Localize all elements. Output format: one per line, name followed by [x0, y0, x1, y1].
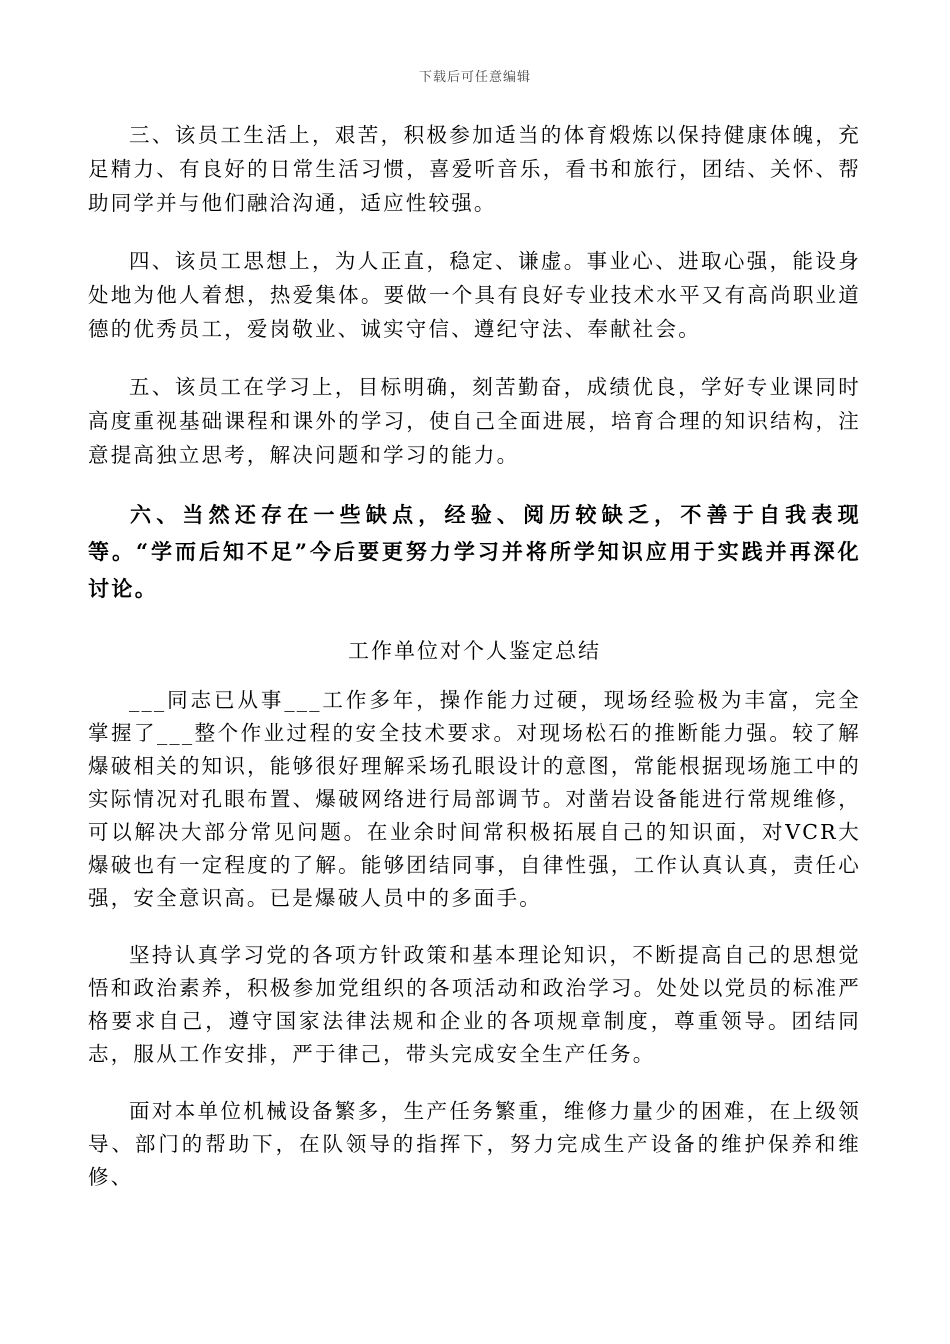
- page-header: 下载后可任意编辑: [418, 70, 531, 85]
- paragraph-work-skills: ___同志已从事___工作多年，操作能力过硬，现场经验极为丰富，完全掌握了___整个作业过程的安全技术要求。对现场松石的推断能力强。较了解爆破相关的知识，能够很好理解采场孔眼设计的意图，常能根据现场施工中的实际情况对孔眼布置、爆破网络进行局部调节。对凿岩设备能进行常规维修，可以解决大部分常见问题。在业余时间常积极拓展自己的知识面，对VCR大爆破也有一定程度的了解。能够团结同事，自律性强，工作认真认真，责任心强，安全意识高。已是爆破人员中的多面手。: [88, 688, 861, 910]
- paragraph-study: 五、该员工在学习上，目标明确，刻苦勤奋，成绩优良，学好专业课同时高度重视基础课程和课外的学习，使自己全面进展，培育合理的知识结构，注意提高独立思考，解决问题和学习的能力。: [88, 375, 861, 467]
- document-body: [88, 118, 861, 1218]
- paragraph-thought: 四、该员工思想上，为人正直，稳定、谦虚。事业心、进取心强，能设身处地为他人着想，热爱集体。要做一个具有良好专业技术水平又有高尚职业道德的优秀员工，爱岗敬业、诚实守信、遵纪守法、奉献社会。: [88, 249, 861, 341]
- paragraph-equipment: 面对本单位机械设备繁多，生产任务繁重，维修力量少的困难，在上级领导、部门的帮助下，在队领导的指挥下，努力完成生产设备的维护保养和维修、: [88, 1099, 861, 1189]
- section-title: 工作单位对个人鉴定总结: [348, 639, 601, 663]
- paragraph-life: 三、该员工生活上，艰苦，积极参加适当的体育煅炼以保持健康体魄，充足精力、有良好的日常生活习惯，喜爱听音乐，看书和旅行，团结、关怀、帮助同学并与他们融洽沟通，适应性较强。: [88, 123, 861, 215]
- paragraph-party-study: 坚持认真学习党的各项方针政策和基本理论知识，不断提高自己的思想觉悟和政治素养，积极参加党组织的各项活动和政治学习。处处以党员的标准严格要求自己，遵守国家法律法规和企业的各项规章制度，尊重领导。团结同志，服从工作安排，严于律己，带头完成安全生产任务。: [88, 943, 861, 1066]
- paragraph-shortcomings: 六、当然还存在一些缺点，经验、阅历较缺乏，不善于自我表现等。“学而后知不足”今后要更努力学习并将所学知识应用于实践并再深化讨论。: [88, 502, 861, 601]
